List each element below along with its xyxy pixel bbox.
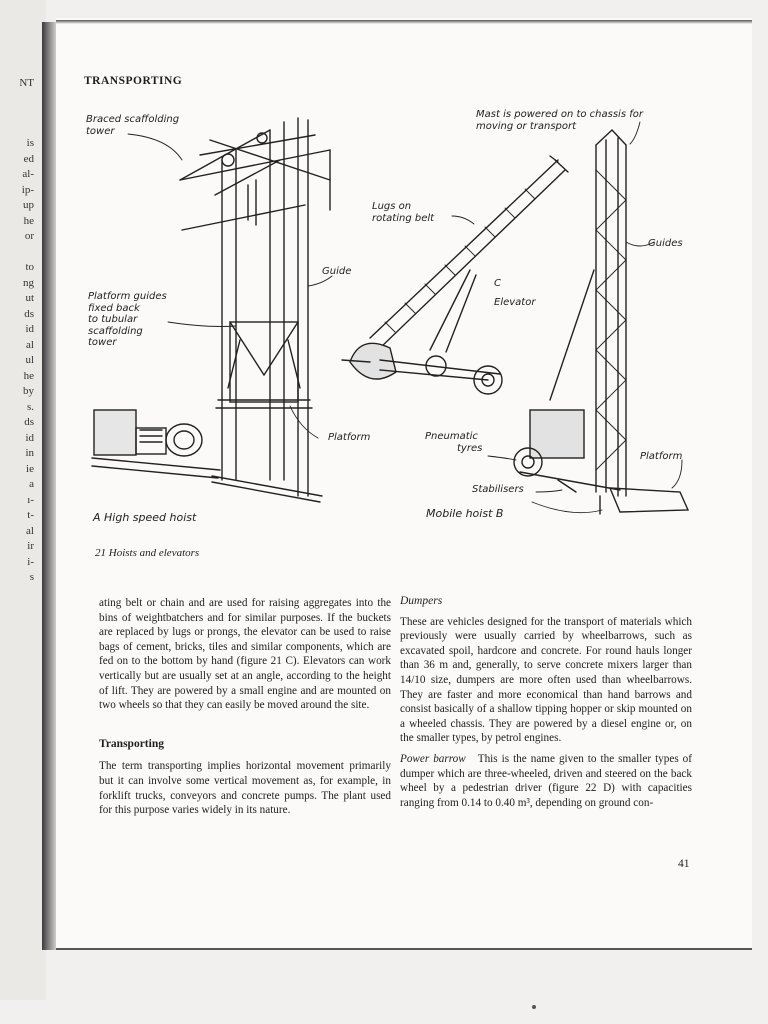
label-c-letter: C — [494, 278, 501, 289]
prev-page-header-fragment: NT — [19, 77, 34, 89]
prev-page-fragment: a — [29, 478, 34, 490]
elevator-drawing — [342, 156, 568, 394]
prev-page-fragment: ut — [25, 292, 34, 304]
prev-page-text-fragments — [2, 136, 34, 586]
caption-mobile-hoist: Mobile hoist B — [426, 507, 504, 520]
label-guides: Guides — [648, 238, 683, 249]
prev-page-fragment: t- — [27, 509, 34, 521]
paragraph-transporting: The term transporting implies horizontal movement primarily but it can involve some vertical movement as, for example, in forklift trucks, conveyors and concrete pumps. The plant used for this purpose varies widely in its nature. — [99, 760, 391, 817]
scan-speck — [532, 1005, 536, 1009]
caption-high-speed-hoist: A High speed hoist — [93, 511, 197, 524]
label-stabilisers: Stabilisers — [472, 484, 524, 495]
paragraph-dumpers: These are vehicles designed for the transport of materials which previously were usually carried by wheelbarrows, such as excavated spoil, hardcore and concrete. For round hauls longer than 36 m and, generally, to serve concrete mixers larger than 14/10 size, dumpers are more often used than wheelbarrows. They are faster and more economical than hand barrows and consist basically of a shallow tipping hopper or skip mounted on a wheeled chassis. They are powered by a diesel engine or, on the smaller types, by petrol engines. — [400, 615, 692, 745]
prev-page-fragment: he — [23, 369, 34, 382]
prev-page-fragment: ds — [24, 307, 34, 320]
page-number: 41 — [678, 858, 690, 870]
prev-page-fragment: s. — [26, 400, 34, 413]
text-column-right — [400, 594, 692, 810]
prev-page-fragment: s — [29, 571, 34, 583]
label-pneumatic-tyres: Pneumatic tyres — [425, 431, 483, 454]
label-braced-scaffolding-tower: Braced scaffolding tower — [86, 114, 180, 137]
figure-illustration — [80, 100, 720, 540]
label-mast: Mast is powered on to chassis for moving or transport — [476, 109, 643, 132]
prev-page-fragment: ie — [26, 462, 34, 475]
prev-page-fragment: al — [26, 524, 34, 537]
prev-page-fragment: by — [23, 385, 34, 397]
figure-caption: 21 Hoists and elevators — [95, 547, 200, 559]
prev-page-fragment: ı- — [27, 493, 34, 506]
book-spine-shadow — [42, 22, 56, 950]
prev-page-fragment: id — [25, 431, 34, 444]
heading-transporting: Transporting — [99, 737, 164, 750]
prev-page-fragment: is — [26, 137, 34, 149]
heading-dumpers: Dumpers — [400, 595, 443, 607]
text-column-left — [99, 596, 391, 818]
prev-page-fragment: al- — [22, 168, 34, 180]
label-platform-b: Platform — [640, 451, 683, 462]
prev-page-fragment: ul — [25, 354, 34, 366]
prev-page-fragment: ng — [23, 276, 34, 289]
paragraph-power-barrow — [400, 752, 692, 810]
prev-page-fragment: or — [24, 230, 34, 242]
prev-page-fragment: id — [25, 323, 34, 335]
prev-page-fragment — [2, 245, 34, 261]
power-barrow-text: This is the name given to the smaller types of dumper which are three-wheeled, driven and steered on the back wheel by a pedestrian driver (figure 22 D) with capacities ranging from 0.14 to 0.40 m³, depending on ground con- — [400, 752, 693, 809]
prev-page-fragment: ip- — [21, 183, 34, 196]
prev-page-fragment: ir — [27, 540, 34, 552]
prev-page-fragment: al — [26, 338, 34, 351]
page-top-edge — [56, 20, 752, 24]
prev-page-fragment: up — [23, 199, 34, 211]
prev-page-fragment: i- — [27, 555, 34, 568]
prev-page-fragment: in — [25, 447, 34, 459]
label-platform-guides: Platform guides fixed back to tubular scaffolding tower — [88, 291, 167, 348]
prev-page-fragment: he — [23, 214, 34, 227]
paragraph-elevators: ating belt or chain and are used for raising aggregates into the bins of weightbatchers and for similar purposes. If the buckets are replaced by lugs or prongs, the elevator can be used to raise bags of cement, bricks, tiles and similar components, which are fed on to the bottom by hand (figure 21 C). Elevators can work vertically but are usually set at an angle, according to the height of lift. They are powered by a small engine and are mounted on two wheels so that they can easily be moved around the site. — [99, 597, 391, 712]
label-guide: Guide — [322, 266, 352, 277]
prev-page-fragment: ed — [23, 152, 34, 165]
figure-21 — [80, 100, 720, 540]
label-lugs-on-rotating-belt: Lugs on rotating belt — [372, 201, 435, 224]
running-header: TRANSPORTING — [84, 75, 183, 87]
label-elevator: Elevator — [494, 297, 536, 308]
label-platform-a: Platform — [328, 432, 371, 443]
prev-page-fragment: ds — [24, 416, 34, 428]
prev-page-fragment: to — [25, 261, 34, 273]
runin-power-barrow: Power barrow — [400, 752, 466, 765]
previous-page-strip — [0, 0, 46, 1000]
